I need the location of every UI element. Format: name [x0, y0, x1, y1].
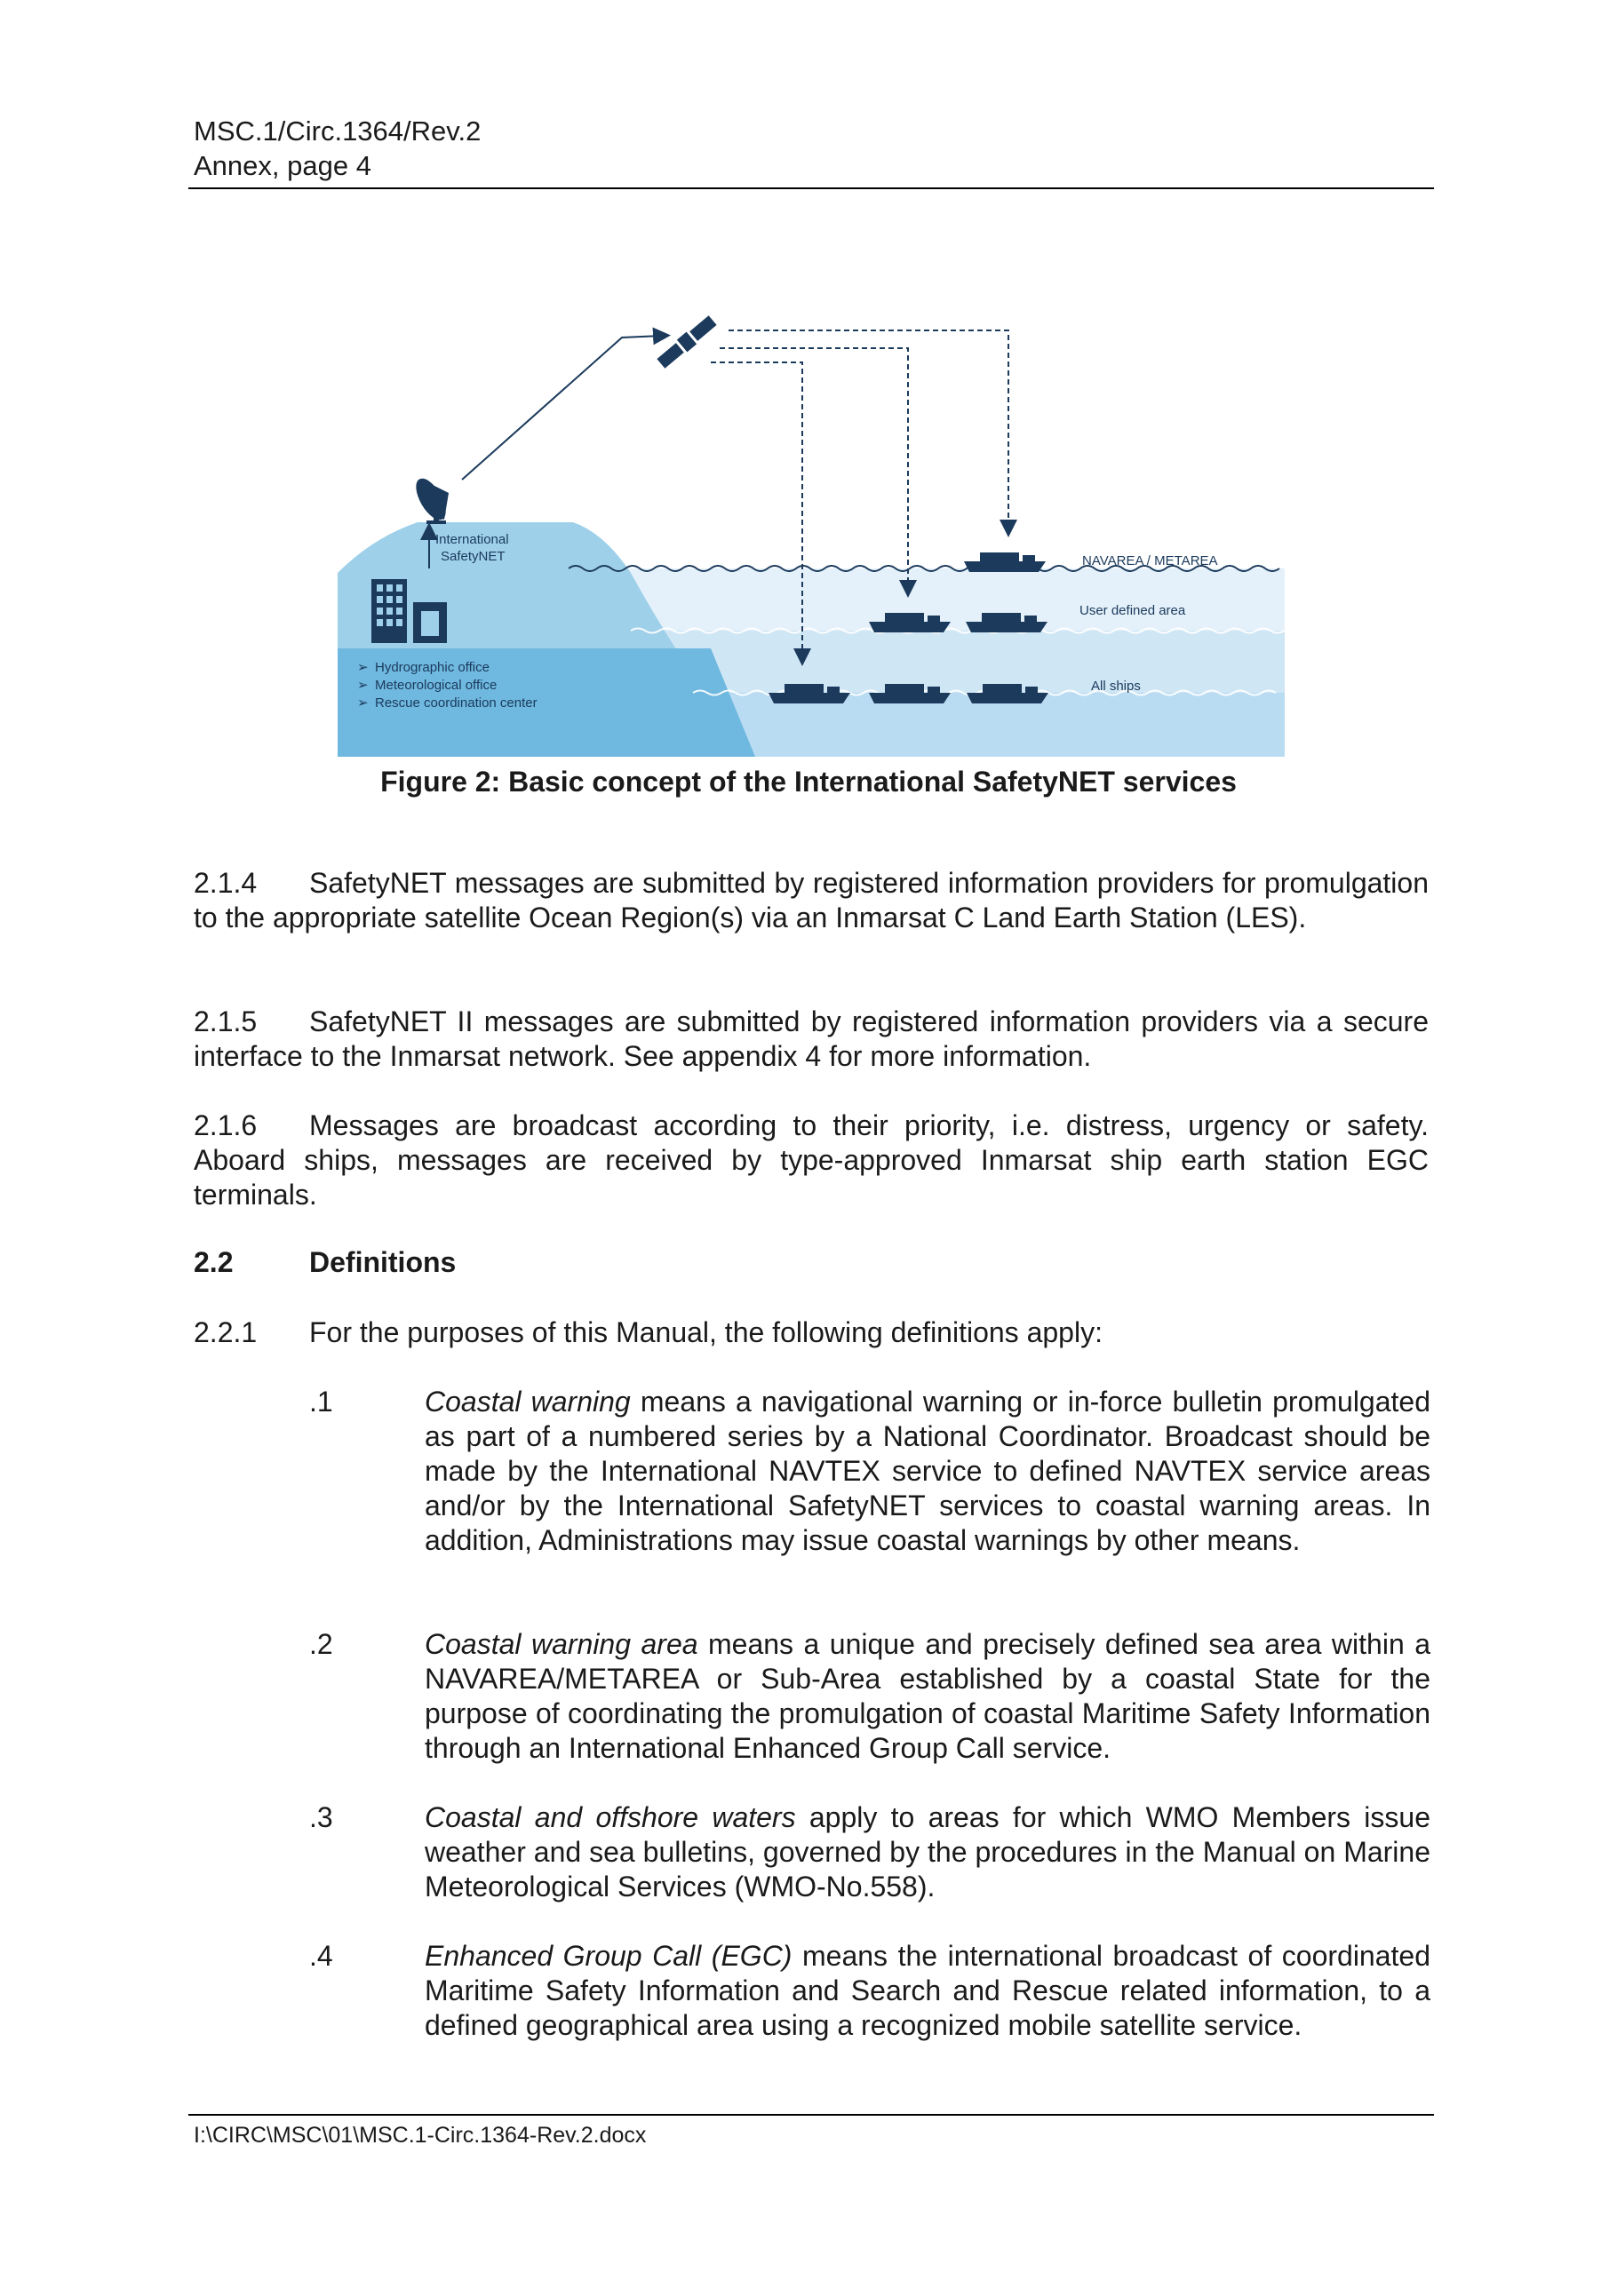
bullet-hydrographic: Hydrographic office — [375, 660, 490, 675]
section-heading-2-2 — [194, 1246, 456, 1279]
bullet-rescue: Rescue coordination center — [375, 695, 538, 711]
page-number: Annex, page 4 — [194, 150, 371, 181]
paragraph-number: 2.2.1 — [194, 1316, 258, 1348]
definition-text: apply to areas for which WMO Members issue weather and sea bulletins, governed by the procedures in the Manual on Marine Meteorological Services (WMO-No.558). — [425, 1801, 1431, 1903]
bullet-meteorological: Meteorological office — [375, 678, 498, 693]
paragraph-2-1-5 — [194, 1005, 1429, 1074]
paragraph-text: For the purposes of this Manual, the following definitions apply: — [309, 1316, 1103, 1348]
bullet-arrow-icon: ➢ — [357, 695, 369, 711]
label-all-ships: All ships — [1091, 679, 1141, 694]
paragraph-2-1-4 — [194, 866, 1429, 935]
definition-number: .3 — [309, 1801, 333, 1833]
label-user-defined: User defined area — [1079, 603, 1186, 618]
paragraph-text: SafetyNET messages are submitted by registered information providers for promulgation to the appropriate satellite Ocean Region(s) via an Inmarsat C Land Earth Station (LES). — [194, 867, 1429, 933]
section-number: 2.2 — [194, 1246, 234, 1278]
definition-1 — [309, 1385, 1430, 1558]
definition-text: means the international broadcast of coordinated Maritime Safety Information and Search and Rescue related information, to a defined geographical area using a recognized mobile satellite service. — [425, 1940, 1430, 2041]
bullet-arrow-icon: ➢ — [357, 660, 369, 675]
footer-rule — [188, 2114, 1434, 2116]
section-title: Definitions — [309, 1246, 457, 1278]
figure-caption: Figure 2: Basic concept of the International SafetyNET services — [380, 766, 1237, 798]
uplink-arrow — [462, 336, 662, 480]
definition-number: .2 — [309, 1628, 333, 1660]
definition-term: Enhanced Group Call (EGC) — [425, 1940, 793, 1972]
definition-term: Coastal warning — [425, 1386, 631, 1418]
definition-text: means a unique and precisely defined sea area within a NAVAREA/METAREA or Sub-Area established by a coastal State for the purpose of coordinating the promulgation of coastal Maritime Safety Information through an International Enhanced Group Call service. — [425, 1628, 1431, 1764]
label-safetynet: SafetyNET — [441, 549, 506, 564]
paragraph-text: Messages are broadcast according to their priority, i.e. distress, urgency or safety. Aboard ships, messages are received by type-approved Inmarsat ship earth station EGC terminals. — [194, 1109, 1429, 1211]
page-header — [194, 114, 481, 183]
satellite-icon — [656, 314, 718, 370]
paragraph-number: 2.1.5 — [194, 1005, 258, 1037]
satellite-dish-icon — [410, 473, 452, 524]
definition-4 — [309, 1939, 1430, 2043]
doc-reference: MSC.1/Circ.1364/Rev.2 — [194, 115, 482, 147]
definition-term: Coastal warning area — [425, 1628, 698, 1660]
paragraph-2-2-1 — [194, 1315, 1429, 1350]
definition-2 — [309, 1627, 1430, 1766]
paragraph-number: 2.1.6 — [194, 1109, 258, 1141]
definition-number: .1 — [309, 1386, 333, 1418]
definition-number: .4 — [309, 1940, 333, 1972]
paragraph-number: 2.1.4 — [194, 867, 258, 899]
label-international: International — [435, 532, 509, 547]
bullet-arrow-icon: ➢ — [357, 678, 369, 693]
paragraph-text: SafetyNET II messages are submitted by registered information providers via a secure interface to the Inmarsat network. See appendix 4 for more information. — [194, 1005, 1429, 1072]
footer-file-path: I:\CIRC\MSC\01\MSC.1-Circ.1364-Rev.2.docx — [194, 2123, 647, 2148]
definition-text: means a navigational warning or in-force bulletin promulgated as part of a numbered series by a National Coordinator. Broadcast should be made by the International NAVTEX service to defined NAVTEX service areas and/or by the International SafetyNET services to coastal warning areas. In addition, Administrations may issue coastal warnings by other means. — [425, 1386, 1431, 1556]
paragraph-2-1-6 — [194, 1108, 1429, 1212]
definition-3 — [309, 1800, 1430, 1904]
header-rule — [188, 187, 1434, 189]
ship-icon — [964, 552, 1046, 572]
safetynet-concept-figure — [338, 302, 1285, 757]
label-navarea: NAVAREA / METAREA — [1082, 553, 1218, 568]
definition-term: Coastal and offshore waters — [425, 1801, 796, 1833]
